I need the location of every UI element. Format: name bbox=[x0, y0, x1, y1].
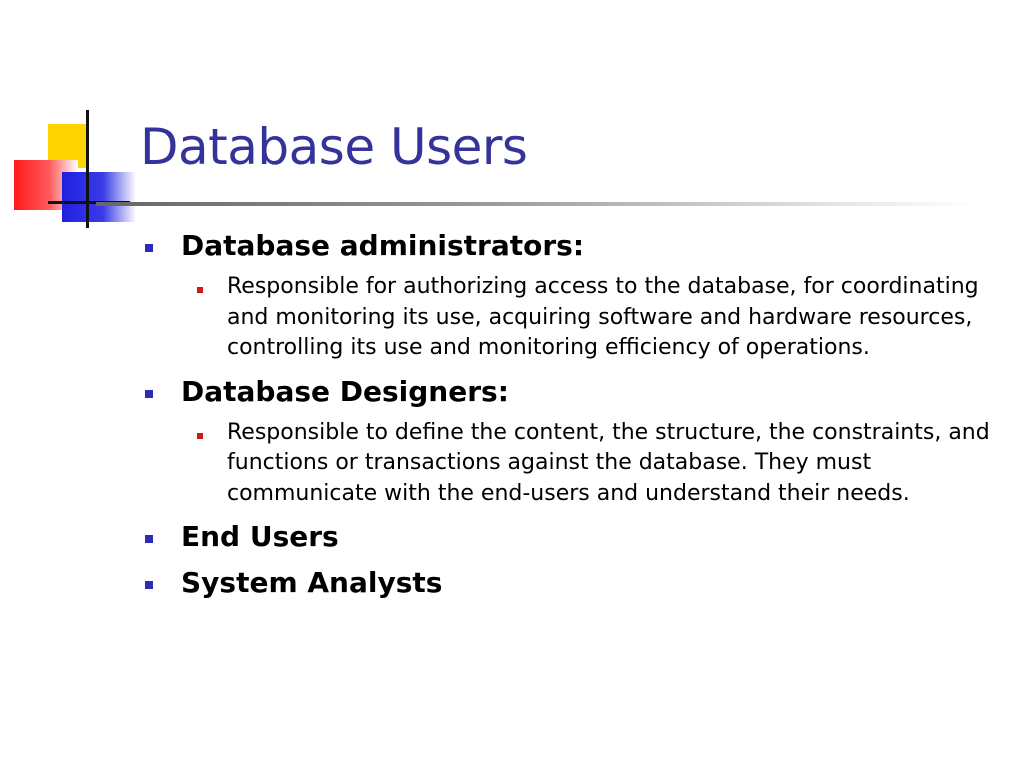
square-bullet-icon bbox=[145, 581, 153, 589]
sub-bullet-text: Responsible to define the content, the structure, the constraints, and functions or transactions against the database. They must communicate with the end-users and understand their needs. bbox=[227, 419, 990, 506]
small-square-bullet-icon bbox=[197, 287, 203, 293]
sub-bullet-item bbox=[145, 418, 995, 510]
sub-bullet-list bbox=[145, 418, 995, 510]
bullet-label: System Analysts bbox=[181, 566, 443, 599]
small-square-bullet-icon bbox=[197, 433, 203, 439]
logo-blue-square bbox=[62, 172, 136, 222]
bullet-list bbox=[145, 226, 995, 603]
square-bullet-icon bbox=[145, 390, 153, 398]
title-underline bbox=[96, 202, 976, 206]
bullet-label: Database administrators: bbox=[181, 229, 585, 262]
logo-vertical-line bbox=[86, 110, 89, 228]
sub-bullet-text: Responsible for authorizing access to the database, for coordinating and monitoring its use, acquiring software and hardware resources, controlling its use and monitoring efficiency of operations. bbox=[227, 274, 979, 360]
slide-title: Database Users bbox=[140, 118, 528, 176]
square-bullet-icon bbox=[145, 244, 153, 252]
square-bullet-icon bbox=[145, 535, 153, 543]
bullet-item-end-users bbox=[145, 517, 995, 557]
bullet-item-system-analysts bbox=[145, 563, 995, 603]
bullet-item-database-designers bbox=[145, 372, 995, 412]
sub-bullet-list bbox=[145, 272, 995, 364]
bullet-label: Database Designers: bbox=[181, 374, 509, 408]
bullet-label: End Users bbox=[181, 520, 339, 553]
sub-bullet-item bbox=[145, 272, 995, 364]
bullet-item-database-administrators bbox=[145, 226, 995, 266]
